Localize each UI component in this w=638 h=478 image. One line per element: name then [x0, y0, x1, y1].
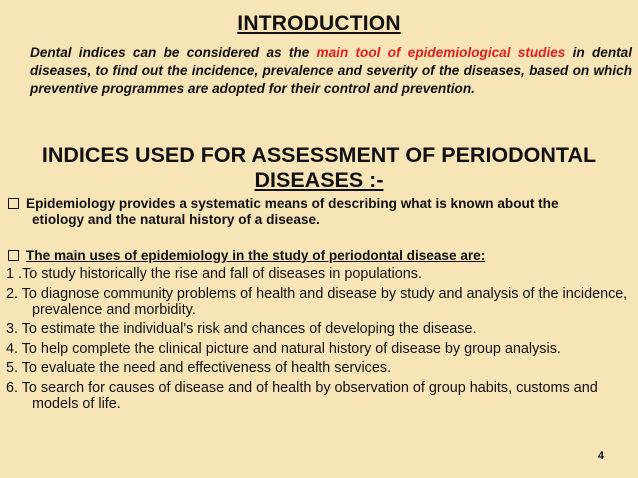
bullet-main-uses-text: The main uses of epidemiology in the study of periodontal disease are:	[26, 248, 486, 263]
list-item: 5. To evaluate the need and effectiveness of health services.	[6, 360, 392, 376]
bullet-epidemiology-line1: Epidemiology provides a systematic means of describing what is known about the	[26, 196, 559, 211]
checkbox-bullet-icon	[8, 198, 19, 209]
list-item: 2. To diagnose community problems of health and disease by study and analysis of the incidence, prevalence and morbidity.	[6, 285, 628, 318]
section-heading	[8, 143, 630, 193]
page-number: 4	[597, 450, 604, 462]
section-heading-line2-text: DISEASES :-	[254, 168, 384, 192]
intro-paragraph	[30, 44, 632, 98]
list-item: 1 .To study historically the rise and fall of diseases in populations.	[6, 266, 422, 282]
slide-title: INTRODUCTION	[237, 12, 401, 35]
list-item: 4. To help complete the clinical picture and natural history of disease by group analysis.	[6, 340, 561, 357]
bullet-main-uses	[8, 248, 632, 264]
intro-highlight: main tool of epidemiological studies	[316, 45, 566, 60]
bullet-epidemiology	[8, 196, 632, 228]
intro-text-start: Dental indices can be considered as the	[30, 45, 317, 60]
intro-text-end: in dental diseases, to find out the incidence, prevalence and severity of the diseases, based on which preventive programmes are adopted for their control and prevention.	[30, 45, 632, 96]
section-heading-line2	[8, 168, 630, 193]
uses-list	[6, 266, 632, 415]
bullet-epidemiology-line2: etiology and the natural history of a disease.	[32, 212, 320, 227]
checkbox-bullet-icon	[8, 250, 19, 261]
list-item: 3. To estimate the individual's risk and chances of developing the disease.	[6, 321, 477, 337]
section-heading-line1: INDICES USED FOR ASSESSMENT OF PERIODONTAL	[41, 143, 597, 167]
list-item: 6. To search for causes of disease and of health by observation of group habits, customs and models of life.	[6, 379, 598, 412]
